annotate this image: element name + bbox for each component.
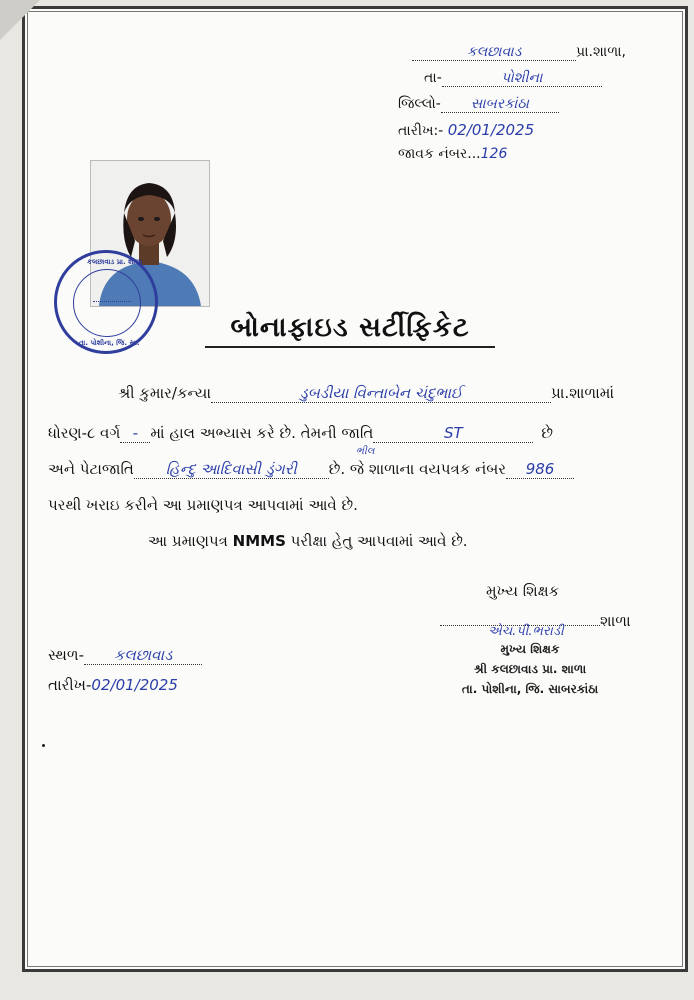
head-teacher-label: મુખ્ય શિક્ષક xyxy=(486,582,560,600)
caste-value: ST xyxy=(373,424,533,443)
line3-mid-text: છે. જે શાળાના વયપત્રક નંબર xyxy=(328,460,507,478)
line2-mid-text: માં હાલ અભ્યાસ કરે છે. તેમની જાતિ xyxy=(150,424,374,442)
round-stamp-blank-line xyxy=(93,301,131,302)
footer-date-line xyxy=(48,676,178,694)
round-stamp-top-text: કલછાવાડ પ્રા. શાળા xyxy=(87,258,143,266)
school-sign-suffix: શાળા xyxy=(600,612,631,630)
line5-text-c: પરીક્ષા હેતુ આપવામાં આવે છે. xyxy=(285,532,468,550)
official-stamp-line-2: શ્રી કલછાવાડ પ્રા. શાળા xyxy=(473,662,587,676)
line5-text-a: આ પ્રમાણપત્ર xyxy=(148,532,233,550)
round-school-stamp xyxy=(54,250,158,354)
subcaste-value: હિન્દુ આદિવાસી ડુંગરી xyxy=(134,460,329,479)
line2-end-text: છે xyxy=(541,424,553,442)
round-stamp-inner-ring xyxy=(73,269,141,337)
official-stamp-block xyxy=(440,642,620,697)
class-value: - xyxy=(120,424,150,443)
head-teacher-signature: એચ.પી.ભરાડી xyxy=(488,624,564,639)
round-stamp-bottom-text: તા. પોશીના, જિ. સા. xyxy=(79,339,140,347)
footer-date-value: 02/01/2025 xyxy=(91,676,178,694)
header-outward-line xyxy=(398,146,507,162)
body-line-1 xyxy=(118,384,614,403)
header-taluka-value: પોશીના xyxy=(442,70,602,87)
place-value: કલછાવાડ xyxy=(84,646,202,665)
header-taluka-line xyxy=(424,70,602,87)
header-date-label: તારીખ:- xyxy=(398,123,444,139)
page-corner-fold xyxy=(0,0,40,40)
header-district-line xyxy=(398,96,559,113)
place-line xyxy=(48,646,202,665)
place-label: સ્થળ- xyxy=(48,646,85,664)
exam-name: NMMS xyxy=(232,532,286,550)
certificate-page xyxy=(22,6,688,972)
body-line-5 xyxy=(148,532,468,550)
header-district-label: જિલ્લો- xyxy=(398,96,441,112)
page-inner-border xyxy=(27,11,683,967)
header-taluka-label: તા- xyxy=(424,70,442,86)
header-school-line xyxy=(412,44,626,61)
header-outward-value: 126 xyxy=(480,146,508,162)
header-outward-label: જાવક નંબર... xyxy=(398,146,481,162)
body-line-2 xyxy=(48,424,553,443)
register-number: 986 xyxy=(506,460,574,479)
subcaste-annotation: ભીલ xyxy=(356,446,375,457)
stray-ink-dot xyxy=(42,744,45,747)
header-date-value: 02/01/2025 xyxy=(447,121,535,139)
subcaste-label: અને પેટાજાતિ xyxy=(48,460,134,478)
certificate-title: બોનાફાઇડ સર્ટીફિકેટ xyxy=(205,312,495,348)
body-line-3 xyxy=(48,460,574,479)
header-district-value: સાબરકાંઠા xyxy=(441,96,559,113)
header-school-name: કલછાવાડ xyxy=(412,44,576,61)
official-stamp-line-1: મુખ્ય શિક્ષક xyxy=(500,642,560,656)
std-label: ધોરણ-૮ વર્ગ xyxy=(48,424,121,442)
header-date-line xyxy=(398,121,534,139)
school-suffix-1: પ્રા.શાળામાં xyxy=(551,384,615,402)
student-label: શ્રી કુમાર/કન્યા xyxy=(118,384,212,402)
official-stamp-line-3: તા. પોશીના, જિ. સાબરકાંઠા xyxy=(461,682,599,696)
student-name: ડુબડીયા વિન્તાબેન ચંદુભાઈ xyxy=(211,384,551,403)
footer-date-label: તારીખ- xyxy=(48,676,92,694)
body-line-4: પરથી ખરાઇ કરીને આ પ્રમાણપત્ર આપવામાં આવે છે. xyxy=(48,496,358,514)
header-school-suffix: પ્રા.શાળા, xyxy=(576,44,626,60)
